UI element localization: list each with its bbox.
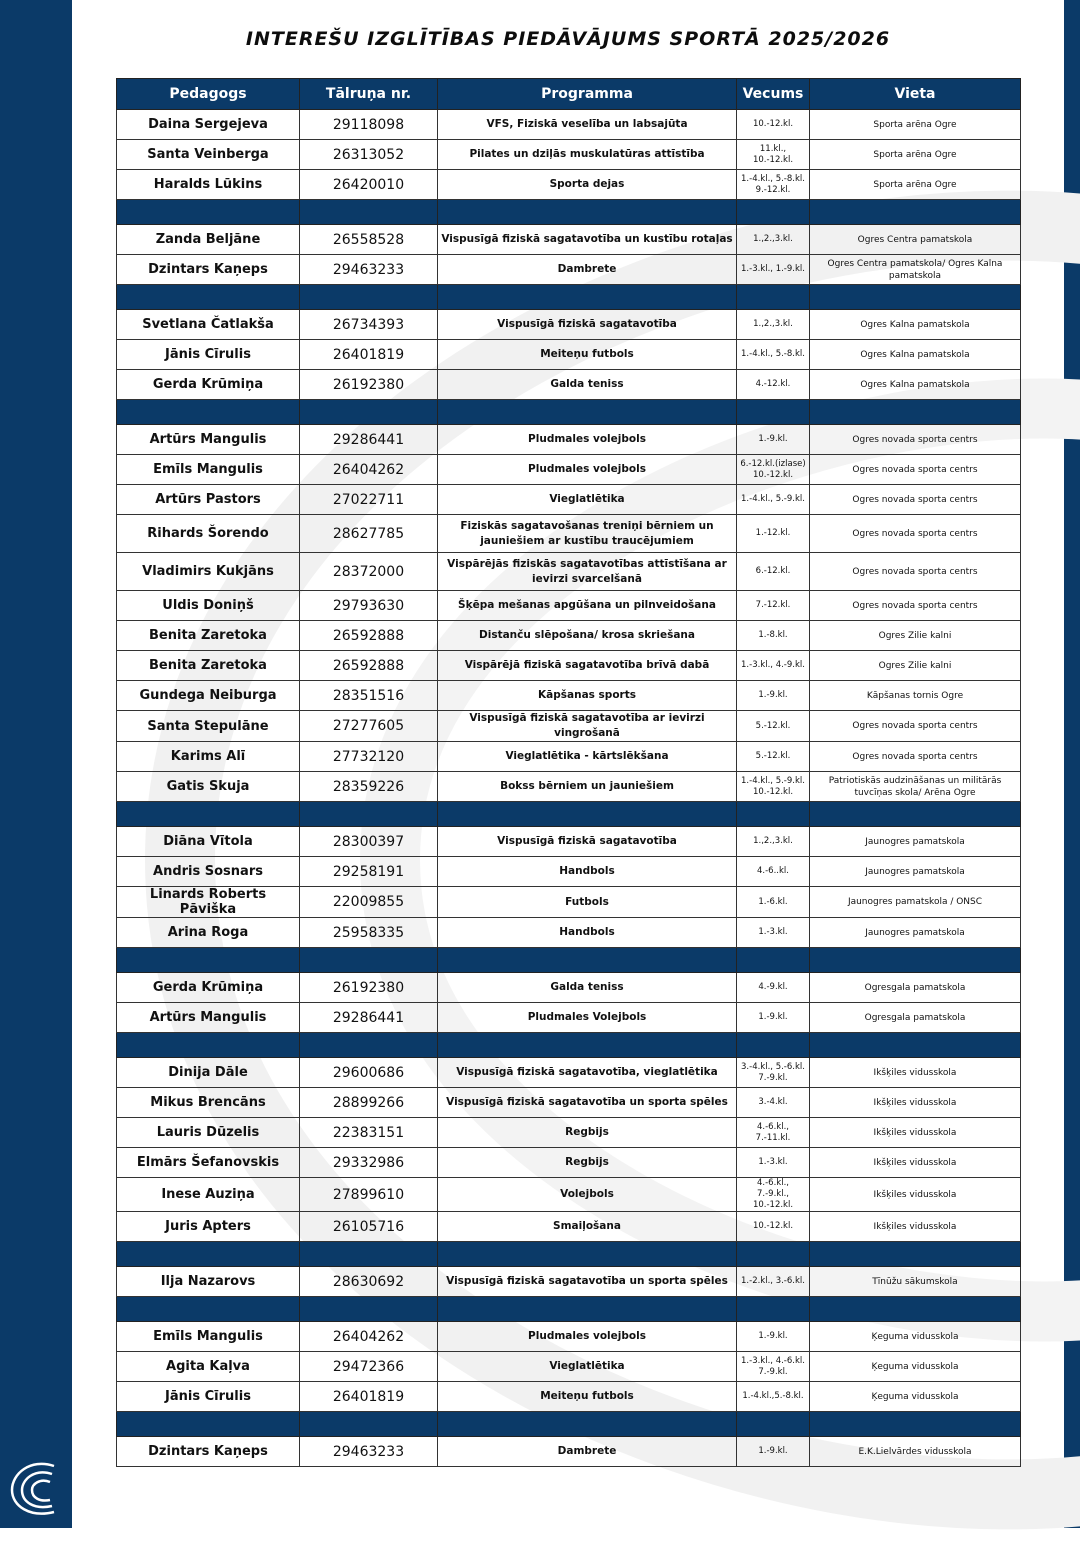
program-name-cell: Vispusīgā fiziskā sagatavotība — [438, 310, 737, 340]
phone-number-cell: 26105716 — [300, 1212, 438, 1242]
venue-cell: Ogres Zilie kalni — [810, 651, 1021, 681]
teacher-name-cell: Agita Kaļva — [117, 1352, 300, 1382]
phone-number-cell: 29286441 — [300, 425, 438, 455]
program-name-cell: Kāpšanas sports — [438, 681, 737, 711]
teacher-name-cell: Santa Veinberga — [117, 140, 300, 170]
phone-number-cell: 29118098 — [300, 110, 438, 140]
venue-cell: Ikšķiles vidusskola — [810, 1118, 1021, 1148]
program-name-cell: Smaiļošana — [438, 1212, 737, 1242]
program-name-cell: Bokss bērniem un jauniešiem — [438, 772, 737, 802]
program-name-cell: Pludmales volejbols — [438, 425, 737, 455]
table-row — [117, 772, 1021, 802]
table-row — [117, 887, 1021, 918]
separator-cell — [438, 802, 737, 827]
venue-cell: Ogres novada sporta centrs — [810, 425, 1021, 455]
separator-cell — [737, 802, 810, 827]
teacher-name-cell: Jānis Cīrulis — [117, 1382, 300, 1412]
separator-cell — [300, 1297, 438, 1322]
program-name-cell: Pludmales Volejbols — [438, 1003, 737, 1033]
separator-cell — [300, 1242, 438, 1267]
table-row — [117, 310, 1021, 340]
age-group-cell: 1.-3.kl. — [737, 1148, 810, 1178]
teacher-name-cell: Mikus Brencāns — [117, 1088, 300, 1118]
age-group-cell: 11.kl., 10.-12.kl. — [737, 140, 810, 170]
teacher-name-cell: Benita Zaretoka — [117, 621, 300, 651]
program-name-cell: Meiteņu futbols — [438, 1382, 737, 1412]
venue-cell: Sporta arēna Ogre — [810, 110, 1021, 140]
separator-cell — [300, 400, 438, 425]
separator-cell — [438, 285, 737, 310]
phone-number-cell: 25958335 — [300, 918, 438, 948]
separator-cell — [117, 948, 300, 973]
age-group-cell: 1.-3.kl., 4.-6.kl. 7.-9.kl. — [737, 1352, 810, 1382]
separator-cell — [737, 948, 810, 973]
right-brand-band — [1064, 0, 1080, 1528]
phone-number-cell: 29463233 — [300, 255, 438, 285]
page-title: INTEREŠU IZGLĪTĪBAS PIEDĀVĀJUMS SPORTĀ 2025/2026 — [245, 28, 891, 50]
phone-number-cell: 26592888 — [300, 621, 438, 651]
column-header-program: Programma — [438, 79, 737, 110]
brand-logo-icon — [8, 1458, 64, 1518]
separator-cell — [117, 200, 300, 225]
program-name-cell: Vispusīgā fiziskā sagatavotība ar ievirzi vingrošanā — [438, 711, 737, 742]
table-row — [117, 1088, 1021, 1118]
teacher-name-cell: Juris Apters — [117, 1212, 300, 1242]
table-row — [117, 110, 1021, 140]
teacher-name-cell: Inese Auziņa — [117, 1178, 300, 1212]
phone-number-cell: 29600686 — [300, 1058, 438, 1088]
age-group-cell: 7.-12.kl. — [737, 591, 810, 621]
venue-cell: Ikšķiles vidusskola — [810, 1212, 1021, 1242]
separator-cell — [810, 1033, 1021, 1058]
teacher-name-cell: Karims Alī — [117, 742, 300, 772]
teacher-name-cell: Dinija Dāle — [117, 1058, 300, 1088]
teacher-name-cell: Linards Roberts Pāviška — [117, 887, 300, 918]
left-brand-band — [0, 0, 72, 1528]
venue-cell: Sporta arēna Ogre — [810, 140, 1021, 170]
venue-cell: Ikšķiles vidusskola — [810, 1178, 1021, 1212]
table-row — [117, 1382, 1021, 1412]
program-name-cell: Pilates un dziļās muskulatūras attīstība — [438, 140, 737, 170]
group-separator-row — [117, 200, 1021, 225]
age-group-cell: 1.,2.,3.kl. — [737, 225, 810, 255]
venue-cell: Ikšķiles vidusskola — [810, 1148, 1021, 1178]
group-separator-row — [117, 1242, 1021, 1267]
venue-cell: Ķeguma vidusskola — [810, 1352, 1021, 1382]
venue-cell: Patriotiskās audzināšanas un militārās tuvcīņas skola/ Arēna Ogre — [810, 772, 1021, 802]
teacher-name-cell: Lauris Dūzelis — [117, 1118, 300, 1148]
phone-number-cell: 29258191 — [300, 857, 438, 887]
group-separator-row — [117, 285, 1021, 310]
teacher-name-cell: Andris Sosnars — [117, 857, 300, 887]
program-name-cell: Distanču slēpošana/ krosa skriešana — [438, 621, 737, 651]
venue-cell: Ogresgala pamatskola — [810, 973, 1021, 1003]
teacher-name-cell: Dzintars Kaņeps — [117, 1437, 300, 1467]
teacher-name-cell: Dzintars Kaņeps — [117, 255, 300, 285]
separator-cell — [300, 1412, 438, 1437]
table-row — [117, 370, 1021, 400]
teacher-name-cell: Emīls Mangulis — [117, 455, 300, 485]
separator-cell — [300, 285, 438, 310]
phone-number-cell: 29793630 — [300, 591, 438, 621]
separator-cell — [737, 285, 810, 310]
table-row — [117, 651, 1021, 681]
venue-cell: Kāpšanas tornis Ogre — [810, 681, 1021, 711]
table-header-row — [117, 79, 1021, 110]
separator-cell — [117, 1242, 300, 1267]
venue-cell: Ogresgala pamatskola — [810, 1003, 1021, 1033]
table-row — [117, 621, 1021, 651]
program-name-cell: Vispusīgā fiziskā sagatavotība un sporta spēles — [438, 1267, 737, 1297]
table-row — [117, 485, 1021, 515]
age-group-cell: 1.-3.kl. — [737, 918, 810, 948]
phone-number-cell: 26313052 — [300, 140, 438, 170]
age-group-cell: 1.-4.kl., 5.-8.kl. — [737, 340, 810, 370]
teacher-name-cell: Svetlana Čatlakša — [117, 310, 300, 340]
teacher-name-cell: Gatis Skuja — [117, 772, 300, 802]
teacher-name-cell: Zanda Beljāne — [117, 225, 300, 255]
program-name-cell: Volejbols — [438, 1178, 737, 1212]
table-row — [117, 1148, 1021, 1178]
table-row — [117, 1178, 1021, 1212]
teacher-name-cell: Haralds Lūkins — [117, 170, 300, 200]
program-name-cell: Dambrete — [438, 255, 737, 285]
teacher-name-cell: Rihards Šorendo — [117, 515, 300, 553]
table-row — [117, 918, 1021, 948]
separator-cell — [737, 400, 810, 425]
phone-number-cell: 27277605 — [300, 711, 438, 742]
column-header-place: Vieta — [810, 79, 1021, 110]
teacher-name-cell: Uldis Doniņš — [117, 591, 300, 621]
venue-cell: E.K.Lielvārdes vidusskola — [810, 1437, 1021, 1467]
venue-cell: Ogres novada sporta centrs — [810, 591, 1021, 621]
program-name-cell: Pludmales volejbols — [438, 1322, 737, 1352]
teacher-name-cell: Daina Sergejeva — [117, 110, 300, 140]
separator-cell — [438, 1033, 737, 1058]
separator-cell — [438, 200, 737, 225]
separator-cell — [810, 948, 1021, 973]
separator-cell — [810, 400, 1021, 425]
program-name-cell: Fiziskās sagatavošanas treniņi bērniem un jauniešiem ar kustību traucējumiem — [438, 515, 737, 553]
teacher-name-cell: Artūrs Mangulis — [117, 425, 300, 455]
teacher-name-cell: Ilja Nazarovs — [117, 1267, 300, 1297]
program-name-cell: Pludmales volejbols — [438, 455, 737, 485]
table-row — [117, 340, 1021, 370]
venue-cell: Ikšķiles vidusskola — [810, 1088, 1021, 1118]
age-group-cell: 10.-12.kl. — [737, 110, 810, 140]
program-name-cell: Regbijs — [438, 1148, 737, 1178]
age-group-cell: 1.-2.kl., 3.-6.kl. — [737, 1267, 810, 1297]
column-header-phone: Tālruņa nr. — [300, 79, 438, 110]
venue-cell: Tīnūžu sākumskola — [810, 1267, 1021, 1297]
phone-number-cell: 26420010 — [300, 170, 438, 200]
table-row — [117, 425, 1021, 455]
phone-number-cell: 26192380 — [300, 973, 438, 1003]
age-group-cell: 4.-9.kl. — [737, 973, 810, 1003]
venue-cell: Ogres Centra pamatskola — [810, 225, 1021, 255]
phone-number-cell: 29472366 — [300, 1352, 438, 1382]
teacher-name-cell: Emīls Mangulis — [117, 1322, 300, 1352]
separator-cell — [737, 1412, 810, 1437]
program-name-cell: Vieglatlētika — [438, 1352, 737, 1382]
column-header-teacher: Pedagogs — [117, 79, 300, 110]
teacher-name-cell: Elmārs Šefanovskis — [117, 1148, 300, 1178]
phone-number-cell: 29286441 — [300, 1003, 438, 1033]
program-name-cell: Handbols — [438, 857, 737, 887]
phone-number-cell: 26401819 — [300, 340, 438, 370]
table-row — [117, 225, 1021, 255]
program-name-cell: Vispusīgā fiziskā sagatavotība un kustību rotaļas — [438, 225, 737, 255]
phone-number-cell: 29332986 — [300, 1148, 438, 1178]
group-separator-row — [117, 400, 1021, 425]
group-separator-row — [117, 1297, 1021, 1322]
phone-number-cell: 27732120 — [300, 742, 438, 772]
program-name-cell: Galda teniss — [438, 370, 737, 400]
teacher-name-cell: Gerda Krūmiņa — [117, 370, 300, 400]
phone-number-cell: 27899610 — [300, 1178, 438, 1212]
program-name-cell: Regbijs — [438, 1118, 737, 1148]
program-name-cell: VFS, Fiziskā veselība un labsajūta — [438, 110, 737, 140]
teacher-name-cell: Vladimirs Kukjāns — [117, 553, 300, 591]
table-row — [117, 455, 1021, 485]
teacher-name-cell: Gundega Neiburga — [117, 681, 300, 711]
phone-number-cell: 26734393 — [300, 310, 438, 340]
teacher-name-cell: Jānis Cīrulis — [117, 340, 300, 370]
table-row — [117, 591, 1021, 621]
teacher-name-cell: Gerda Krūmiņa — [117, 973, 300, 1003]
table-row — [117, 170, 1021, 200]
venue-cell: Ogres Centra pamatskola/ Ogres Kalna pamatskola — [810, 255, 1021, 285]
age-group-cell: 1.,2.,3.kl. — [737, 827, 810, 857]
program-name-cell: Handbols — [438, 918, 737, 948]
table-row — [117, 1058, 1021, 1088]
phone-number-cell: 28627785 — [300, 515, 438, 553]
table-row — [117, 857, 1021, 887]
age-group-cell: 1.-9.kl. — [737, 1437, 810, 1467]
phone-number-cell: 26404262 — [300, 455, 438, 485]
program-name-cell: Vispārējā fiziskā sagatavotība brīvā dabā — [438, 651, 737, 681]
phone-number-cell: 28899266 — [300, 1088, 438, 1118]
age-group-cell: 1.,2.,3.kl. — [737, 310, 810, 340]
phone-number-cell: 26558528 — [300, 225, 438, 255]
phone-number-cell: 28351516 — [300, 681, 438, 711]
venue-cell: Ogres novada sporta centrs — [810, 711, 1021, 742]
age-group-cell: 5.-12.kl. — [737, 711, 810, 742]
phone-number-cell: 22009855 — [300, 887, 438, 918]
venue-cell: Ogres Kalna pamatskola — [810, 370, 1021, 400]
table-row — [117, 515, 1021, 553]
age-group-cell: 5.-12.kl. — [737, 742, 810, 772]
program-name-cell: Vieglatlētika — [438, 485, 737, 515]
teacher-name-cell: Diāna Vītola — [117, 827, 300, 857]
teacher-name-cell: Arina Roga — [117, 918, 300, 948]
age-group-cell: 1.-4.kl., 5.-9.kl. — [737, 485, 810, 515]
program-name-cell: Šķēpa mešanas apgūšana un pilnveidošana — [438, 591, 737, 621]
venue-cell: Jaunogres pamatskola / ONSC — [810, 887, 1021, 918]
separator-cell — [810, 200, 1021, 225]
program-name-cell: Vieglatlētika - kārtslēkšana — [438, 742, 737, 772]
table-row — [117, 711, 1021, 742]
program-name-cell: Meiteņu futbols — [438, 340, 737, 370]
separator-cell — [810, 1412, 1021, 1437]
teacher-name-cell: Santa Stepulāne — [117, 711, 300, 742]
venue-cell: Ogres Zilie kalni — [810, 621, 1021, 651]
venue-cell: Jaunogres pamatskola — [810, 827, 1021, 857]
age-group-cell: 1.-9.kl. — [737, 1322, 810, 1352]
age-group-cell: 3.-4.kl. — [737, 1088, 810, 1118]
venue-cell: Ķeguma vidusskola — [810, 1322, 1021, 1352]
program-name-cell: Galda teniss — [438, 973, 737, 1003]
phone-number-cell: 26592888 — [300, 651, 438, 681]
venue-cell: Jaunogres pamatskola — [810, 918, 1021, 948]
table-row — [117, 1267, 1021, 1297]
table-row — [117, 1003, 1021, 1033]
age-group-cell: 1.-4.kl., 5.-8.kl. 9.-12.kl. — [737, 170, 810, 200]
separator-cell — [438, 1297, 737, 1322]
separator-cell — [117, 285, 300, 310]
age-group-cell: 1.-4.kl., 5.-9.kl. 10.-12.kl. — [737, 772, 810, 802]
column-header-age: Vecums — [737, 79, 810, 110]
age-group-cell: 1.-9.kl. — [737, 425, 810, 455]
separator-cell — [810, 1242, 1021, 1267]
table-row — [117, 1352, 1021, 1382]
table-row — [117, 553, 1021, 591]
program-name-cell: Vispusīgā fiziskā sagatavotība — [438, 827, 737, 857]
venue-cell: Ogres Kalna pamatskola — [810, 310, 1021, 340]
age-group-cell: 1.-9.kl. — [737, 1003, 810, 1033]
phone-number-cell: 27022711 — [300, 485, 438, 515]
phone-number-cell: 28359226 — [300, 772, 438, 802]
separator-cell — [737, 1033, 810, 1058]
table-row — [117, 827, 1021, 857]
venue-cell: Ogres novada sporta centrs — [810, 515, 1021, 553]
separator-cell — [438, 1242, 737, 1267]
table-row — [117, 1322, 1021, 1352]
venue-cell: Ogres novada sporta centrs — [810, 485, 1021, 515]
separator-cell — [737, 200, 810, 225]
separator-cell — [737, 1242, 810, 1267]
age-group-cell: 10.-12.kl. — [737, 1212, 810, 1242]
age-group-cell: 6.-12.kl. — [737, 553, 810, 591]
age-group-cell: 1.-12.kl. — [737, 515, 810, 553]
program-name-cell: Vispusīgā fiziskā sagatavotība un sporta spēles — [438, 1088, 737, 1118]
table-row — [117, 742, 1021, 772]
separator-cell — [300, 1033, 438, 1058]
table-row — [117, 1212, 1021, 1242]
program-name-cell: Vispārējās fiziskās sagatavotības attīstīšana ar ievirzi svarcelšanā — [438, 553, 737, 591]
age-group-cell: 4.-6.kl., 7.-11.kl. — [737, 1118, 810, 1148]
programs-table — [116, 78, 1021, 1467]
separator-cell — [438, 400, 737, 425]
age-group-cell: 1.-4.kl.,5.-8.kl. — [737, 1382, 810, 1412]
age-group-cell: 1.-3.kl., 4.-9.kl. — [737, 651, 810, 681]
program-name-cell: Futbols — [438, 887, 737, 918]
table-row — [117, 1437, 1021, 1467]
group-separator-row — [117, 1412, 1021, 1437]
venue-cell: Ogres Kalna pamatskola — [810, 340, 1021, 370]
separator-cell — [117, 1412, 300, 1437]
phone-number-cell: 26192380 — [300, 370, 438, 400]
age-group-cell: 1.-9.kl. — [737, 681, 810, 711]
age-group-cell: 4.-12.kl. — [737, 370, 810, 400]
separator-cell — [300, 200, 438, 225]
teacher-name-cell: Artūrs Pastors — [117, 485, 300, 515]
separator-cell — [117, 1297, 300, 1322]
venue-cell: Sporta arēna Ogre — [810, 170, 1021, 200]
program-name-cell: Vispusīgā fiziskā sagatavotība, vieglatlētika — [438, 1058, 737, 1088]
phone-number-cell: 29463233 — [300, 1437, 438, 1467]
phone-number-cell: 28300397 — [300, 827, 438, 857]
programs-table-body — [117, 110, 1021, 1467]
separator-cell — [810, 802, 1021, 827]
separator-cell — [300, 948, 438, 973]
separator-cell — [810, 1297, 1021, 1322]
separator-cell — [810, 285, 1021, 310]
separator-cell — [117, 802, 300, 827]
teacher-name-cell: Benita Zaretoka — [117, 651, 300, 681]
separator-cell — [117, 400, 300, 425]
program-name-cell: Dambrete — [438, 1437, 737, 1467]
separator-cell — [438, 1412, 737, 1437]
age-group-cell: 4.-6..kl. — [737, 857, 810, 887]
separator-cell — [737, 1297, 810, 1322]
phone-number-cell: 26401819 — [300, 1382, 438, 1412]
table-row — [117, 255, 1021, 285]
phone-number-cell: 26404262 — [300, 1322, 438, 1352]
age-group-cell: 3.-4.kl., 5.-6.kl. 7.-9.kl. — [737, 1058, 810, 1088]
venue-cell: Jaunogres pamatskola — [810, 857, 1021, 887]
phone-number-cell: 28372000 — [300, 553, 438, 591]
age-group-cell: 1.-8.kl. — [737, 621, 810, 651]
separator-cell — [117, 1033, 300, 1058]
phone-number-cell: 22383151 — [300, 1118, 438, 1148]
venue-cell: Ikšķiles vidusskola — [810, 1058, 1021, 1088]
venue-cell: Ogres novada sporta centrs — [810, 455, 1021, 485]
table-row — [117, 973, 1021, 1003]
venue-cell: Ķeguma vidusskola — [810, 1382, 1021, 1412]
table-row — [117, 681, 1021, 711]
separator-cell — [438, 948, 737, 973]
venue-cell: Ogres novada sporta centrs — [810, 553, 1021, 591]
table-row — [117, 1118, 1021, 1148]
table-row — [117, 140, 1021, 170]
age-group-cell: 4.-6.kl., 7.-9.kl., 10.-12.kl. — [737, 1178, 810, 1212]
group-separator-row — [117, 1033, 1021, 1058]
group-separator-row — [117, 948, 1021, 973]
venue-cell: Ogres novada sporta centrs — [810, 742, 1021, 772]
age-group-cell: 6.-12.kl.(izlase) 10.-12.kl. — [737, 455, 810, 485]
separator-cell — [300, 802, 438, 827]
teacher-name-cell: Artūrs Mangulis — [117, 1003, 300, 1033]
age-group-cell: 1.-3.kl., 1.-9.kl. — [737, 255, 810, 285]
age-group-cell: 1.-6.kl. — [737, 887, 810, 918]
program-name-cell: Sporta dejas — [438, 170, 737, 200]
phone-number-cell: 28630692 — [300, 1267, 438, 1297]
group-separator-row — [117, 802, 1021, 827]
